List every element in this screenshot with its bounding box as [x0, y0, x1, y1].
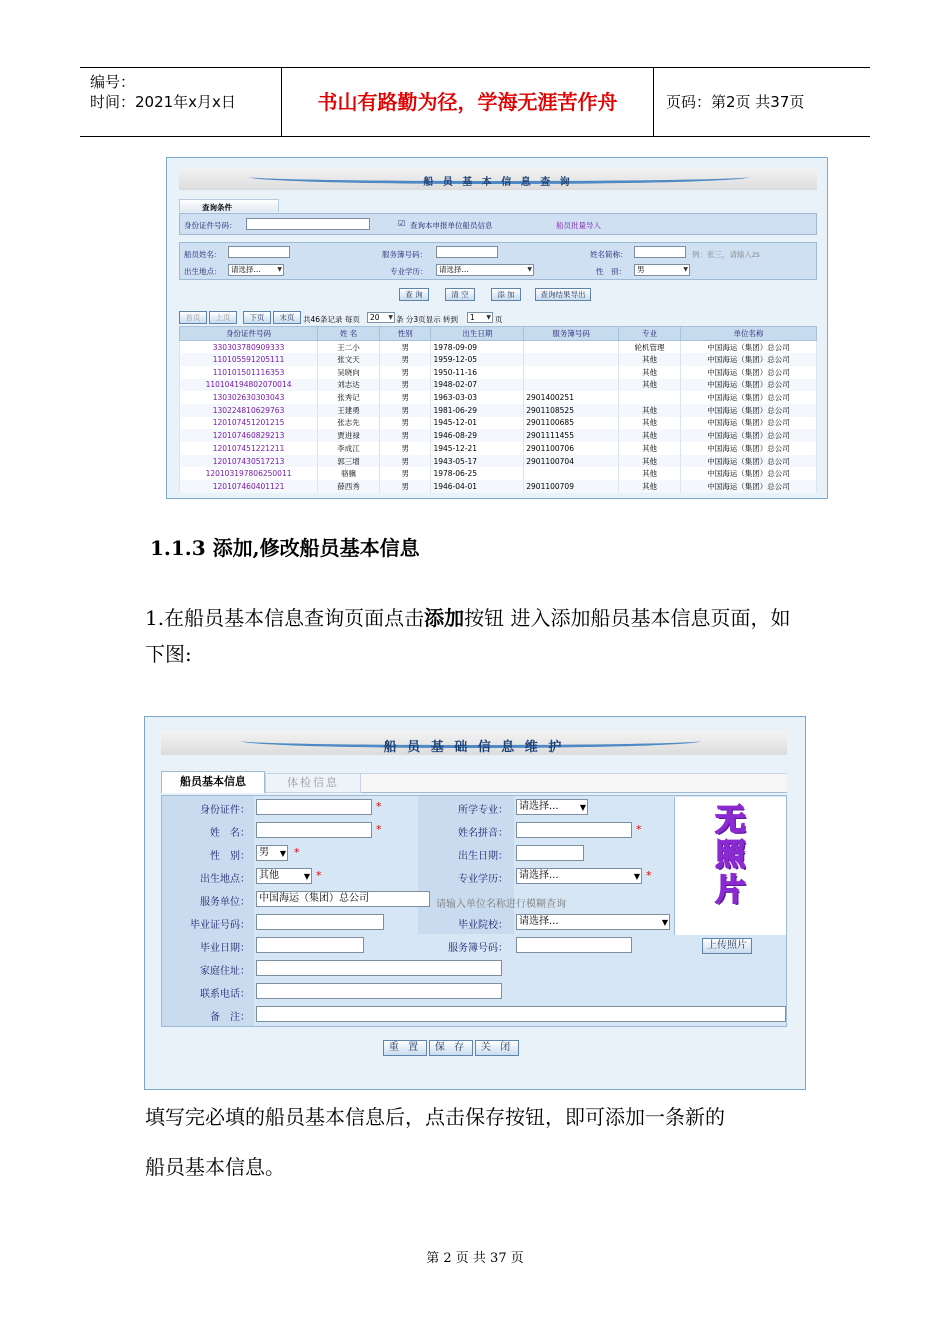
id-link-cell[interactable]: 120107460401121: [180, 480, 318, 493]
table-cell: 其他: [619, 429, 681, 442]
tab-basic-info-label: 船员基本信息: [180, 775, 246, 788]
table-cell: 男: [379, 341, 431, 354]
column-header: 性别: [379, 327, 431, 341]
step-text-post: 按钮 进入添加船员基本信息页面，如下图:: [145, 606, 791, 666]
first-page-button[interactable]: 首页: [179, 311, 207, 324]
step-text-bold: 添加: [424, 606, 465, 630]
section-heading: 1.1.3 添加,修改船员基本信息: [150, 536, 420, 560]
edit-edu-select[interactable]: 请选择... ▼: [516, 868, 642, 884]
table-body: [180, 341, 817, 493]
edit-form: [161, 795, 787, 1027]
table-cell: 其他: [619, 417, 681, 430]
table-cell: 其他: [619, 442, 681, 455]
tab-health-info-label: 体检信息: [287, 776, 339, 789]
table-cell: 贾进禄: [318, 429, 380, 442]
gender-select[interactable]: 男 ▼: [634, 264, 690, 276]
required-star: *: [376, 823, 382, 836]
goto-page-select[interactable]: 1 ▼: [467, 312, 493, 323]
required-star: *: [636, 823, 642, 836]
query-id-row: [179, 213, 817, 235]
table-row[interactable]: [180, 417, 817, 430]
edit-address-label: 家庭住址：: [200, 966, 250, 977]
header-page-label: 页码：第2页 共37页: [666, 93, 805, 111]
table-cell: 中国海运（集团）总公司: [680, 429, 816, 442]
closing-line-1: 填写完必填的船员基本信息后，点击保存按钮，即可添加一条新的: [145, 1105, 725, 1129]
table-row[interactable]: [180, 442, 817, 455]
table-cell: [619, 391, 681, 404]
pager-summary-a: 共46条记录 每页: [303, 315, 360, 324]
edit-cert-label: 毕业证号码：: [190, 920, 250, 931]
edit-birthdate-input[interactable]: [516, 845, 584, 861]
edit-remark-input[interactable]: [256, 1006, 786, 1022]
column-header: 单位名称: [680, 327, 816, 341]
checkbox-icon[interactable]: ☑: [398, 219, 406, 228]
table-cell: 2901100709: [524, 480, 619, 493]
birthplace-select[interactable]: 请选择... ▼: [228, 264, 284, 276]
name-label: 船员姓名：: [184, 250, 222, 259]
table-cell: 1978-06-25: [431, 467, 524, 480]
table-cell: 中国海运（集团）总公司: [680, 366, 816, 379]
edit-gender-select[interactable]: 男 ▼: [256, 845, 288, 861]
tab-basic-info[interactable]: [161, 771, 265, 793]
column-header: 身份证件号码: [180, 327, 318, 341]
table-cell: 中国海运（集团）总公司: [680, 417, 816, 430]
table-cell: 男: [379, 467, 431, 480]
edit-service-label: 服务簿号码：: [448, 943, 508, 954]
table-cell: 张文天: [318, 353, 380, 366]
id-link-cell[interactable]: 120107451221211: [180, 442, 318, 455]
table-header-row: [180, 327, 817, 341]
table-cell: 中国海运（集团）总公司: [680, 341, 816, 354]
table-cell: 王二小: [318, 341, 380, 354]
edit-school-label: 毕业院校：: [458, 920, 508, 931]
save-button[interactable]: 保 存: [429, 1040, 473, 1056]
table-cell: 中国海运（集团）总公司: [680, 391, 816, 404]
table-row[interactable]: [180, 391, 817, 404]
required-star: *: [376, 800, 382, 813]
label-col-right: [418, 796, 514, 934]
step-paragraph: [145, 600, 810, 672]
table-cell: 其他: [619, 379, 681, 392]
edit-unit-label: 服务单位：: [200, 897, 250, 908]
table-cell: [524, 379, 619, 392]
edit-major-select[interactable]: 请选择... ▼: [516, 799, 588, 815]
edit-pinyin-label: 姓名拼音：: [458, 828, 508, 839]
header-motto: 书山有路勤为径，学海无涯苦作舟: [282, 68, 654, 136]
table-cell: 薛西秀: [318, 480, 380, 493]
photo-placeholder: [674, 797, 786, 935]
table-row[interactable]: [180, 455, 817, 468]
table-cell: 2901108525: [524, 404, 619, 417]
edit-grad-label: 毕业日期：: [200, 943, 250, 954]
table-row[interactable]: [180, 429, 817, 442]
export-button[interactable]: 查询结果导出: [535, 288, 591, 301]
pager-summary-c: 页: [495, 315, 503, 324]
table-cell: 其他: [619, 404, 681, 417]
edit-name-label: 姓 名：: [210, 828, 250, 839]
table-cell: 1950-11-16: [431, 366, 524, 379]
table-cell: 郭三增: [318, 455, 380, 468]
per-page-select[interactable]: 20 ▼: [367, 312, 395, 323]
section-title: 查询条件: [202, 203, 232, 212]
edit-address-input[interactable]: [256, 960, 502, 976]
table-cell: 张志先: [318, 417, 380, 430]
section-tab: [179, 199, 279, 212]
name-input[interactable]: [228, 246, 290, 258]
table-cell: 2901100685: [524, 417, 619, 430]
table-cell: 其他: [619, 366, 681, 379]
table-row[interactable]: [180, 341, 817, 354]
table-cell: 男: [379, 455, 431, 468]
id-link-cell[interactable]: 120107460829213: [180, 429, 318, 442]
table-cell: 1945-12-01: [431, 417, 524, 430]
table-cell: 1981-06-29: [431, 404, 524, 417]
step-text-pre: 1.在船员基本信息查询页面点击: [145, 606, 425, 630]
table-cell: 刘志达: [318, 379, 380, 392]
batch-import-link[interactable]: 船员批量导入: [556, 221, 601, 230]
table-cell: 1943-05-17: [431, 455, 524, 468]
table-cell: 男: [379, 366, 431, 379]
table-cell: 1946-04-01: [431, 480, 524, 493]
query-button[interactable]: 查 询: [399, 288, 429, 301]
closing-line-2: 船员基本信息。: [145, 1155, 285, 1179]
edit-id-label: 身份证件：: [200, 805, 250, 816]
table-cell: 1946-08-29: [431, 429, 524, 442]
table-cell: 中国海运（集团）总公司: [680, 442, 816, 455]
abbr-hint: 例：张三，请输入zs: [692, 250, 760, 259]
edu-label: 专业学历：: [390, 267, 428, 276]
reset-button[interactable]: 重 置: [383, 1040, 427, 1056]
page-header: [80, 67, 870, 137]
table-cell: [524, 341, 619, 354]
table-cell: 吴晓向: [318, 366, 380, 379]
id-link-cell[interactable]: 120103197806250011: [180, 467, 318, 480]
clear-button[interactable]: 清 空: [445, 288, 475, 301]
edit-major-label: 所学专业：: [458, 805, 508, 816]
header-meta: [80, 68, 282, 136]
service-label: 服务簿号码：: [382, 250, 427, 259]
date-label: 时间：2021年x月x日: [90, 93, 236, 111]
table-cell: 骆骥: [318, 467, 380, 480]
table-cell: 王建勇: [318, 404, 380, 417]
id-link-cell[interactable]: 110101501116353: [180, 366, 318, 379]
table-cell: [524, 353, 619, 366]
table-cell: 其他: [619, 455, 681, 468]
edit-title: 船 员 基 础 信 息 维 护: [383, 740, 565, 755]
table-cell: 中国海运（集团）总公司: [680, 353, 816, 366]
last-page-button[interactable]: 末页: [273, 311, 301, 324]
edit-edu-label: 专业学历：: [458, 874, 508, 885]
column-header: 专业: [619, 327, 681, 341]
service-input[interactable]: [436, 246, 498, 258]
table-cell: 1978-09-09: [431, 341, 524, 354]
id-label: 身份证件号码：: [184, 221, 237, 230]
tab-health-info[interactable]: [265, 773, 361, 793]
next-page-button[interactable]: 下页: [243, 311, 271, 324]
edit-id-input[interactable]: [256, 799, 372, 815]
table-cell: 其他: [619, 467, 681, 480]
table-cell: 1948-02-07: [431, 379, 524, 392]
table-cell: [524, 366, 619, 379]
table-cell: 中国海运（集团）总公司: [680, 379, 816, 392]
table-cell: 中国海运（集团）总公司: [680, 467, 816, 480]
column-header: 服务簿号码: [524, 327, 619, 341]
table-row[interactable]: [180, 467, 817, 480]
column-header: 姓 名: [318, 327, 380, 341]
edit-birthdate-label: 出生日期：: [458, 851, 508, 862]
id-link-cell[interactable]: 130224810629763: [180, 404, 318, 417]
table-cell: 男: [379, 417, 431, 430]
edit-phone-input[interactable]: [256, 983, 502, 999]
birthplace-label: 出生地点：: [184, 267, 222, 276]
table-cell: 张秀记: [318, 391, 380, 404]
edit-cert-input[interactable]: [256, 914, 384, 930]
abbr-label: 姓名简称：: [590, 250, 628, 259]
gender-label: 性 别：: [596, 267, 626, 276]
required-star: *: [316, 869, 322, 882]
id-link-cell[interactable]: 110104194802070014: [180, 379, 318, 392]
checkbox-label: 查询本申报单位船员信息: [410, 221, 493, 230]
edit-banner: [161, 731, 787, 755]
table-cell: 轮机管理: [619, 341, 681, 354]
edit-school-select[interactable]: 请选择... ▼: [516, 914, 670, 930]
table-row[interactable]: [180, 379, 817, 392]
column-header: 出生日期: [431, 327, 524, 341]
table-cell: 李成江: [318, 442, 380, 455]
edit-phone-label: 联系电话：: [200, 989, 250, 1000]
query-banner: [179, 168, 817, 190]
table-cell: 2901400251: [524, 391, 619, 404]
edit-birthplace-select[interactable]: 其他 ▼: [256, 868, 312, 884]
table-cell: 男: [379, 480, 431, 493]
edit-remark-label: 备 注：: [210, 1012, 250, 1023]
table-row[interactable]: [180, 480, 817, 493]
table-cell: 男: [379, 379, 431, 392]
tab-strip-line: [361, 773, 787, 793]
required-star: *: [646, 869, 652, 882]
table-cell: 1945-12-21: [431, 442, 524, 455]
table-row[interactable]: [180, 404, 817, 417]
required-star: *: [294, 846, 300, 859]
query-screenshot: [166, 157, 828, 499]
table-cell: 男: [379, 429, 431, 442]
id-link-cell[interactable]: 110105591205111: [180, 353, 318, 366]
edit-screenshot: [144, 716, 806, 1090]
edu-select[interactable]: 请选择... ▼: [436, 264, 534, 276]
photo-char-2: 照: [715, 838, 746, 873]
table-cell: 男: [379, 404, 431, 417]
edit-gender-label: 性 别：: [210, 851, 250, 862]
table-cell: 中国海运（集团）总公司: [680, 455, 816, 468]
table-cell: 1959-12-05: [431, 353, 524, 366]
edit-pinyin-input[interactable]: [516, 822, 632, 838]
edit-unit-input[interactable]: 中国海运（集团）总公司: [256, 891, 430, 907]
close-button[interactable]: 关 闭: [475, 1040, 519, 1056]
abbr-input[interactable]: [634, 246, 686, 258]
table-cell: 男: [379, 391, 431, 404]
edit-unit-hint: 请输入单位名称进行模糊查询: [436, 899, 566, 910]
query-title: 船 员 基 本 信 息 查 询: [423, 177, 573, 188]
id-link-cell[interactable]: 120107430517213: [180, 455, 318, 468]
table-cell: 男: [379, 442, 431, 455]
edit-name-input[interactable]: [256, 822, 372, 838]
id-link-cell[interactable]: 330303780909333: [180, 341, 318, 354]
table-cell: 中国海运（集团）总公司: [680, 480, 816, 493]
id-input[interactable]: [246, 218, 370, 230]
table-cell: 2901111455: [524, 429, 619, 442]
id-link-cell[interactable]: 130302630303043: [180, 391, 318, 404]
table-row[interactable]: [180, 353, 817, 366]
table-cell: 其他: [619, 480, 681, 493]
table-cell: 中国海运（集团）总公司: [680, 404, 816, 417]
add-button[interactable]: 添 加: [491, 288, 521, 301]
table-row[interactable]: [180, 366, 817, 379]
query-criteria: [179, 242, 817, 280]
pager-summary-b: 条 分3页显示 转到: [396, 315, 459, 324]
edit-birthplace-label: 出生地点：: [200, 874, 250, 885]
photo-char-3: 片: [715, 873, 746, 908]
table-cell: 1963-03-03: [431, 391, 524, 404]
edit-grad-input[interactable]: [256, 937, 364, 953]
number-label: 编号：: [90, 73, 136, 91]
edit-service-input[interactable]: [516, 937, 632, 953]
table-cell: [524, 467, 619, 480]
prev-page-button[interactable]: 上页: [209, 311, 237, 324]
page-footer: 第 2 页 共 37 页: [426, 1251, 524, 1266]
result-table: [179, 326, 817, 493]
photo-char-1: 无: [715, 803, 746, 838]
upload-photo-button[interactable]: 上传照片: [702, 938, 752, 954]
id-link-cell[interactable]: 120107451201215: [180, 417, 318, 430]
table-cell: 2901100704: [524, 455, 619, 468]
table-cell: 其他: [619, 353, 681, 366]
table-cell: 男: [379, 353, 431, 366]
table-cell: 2901100706: [524, 442, 619, 455]
